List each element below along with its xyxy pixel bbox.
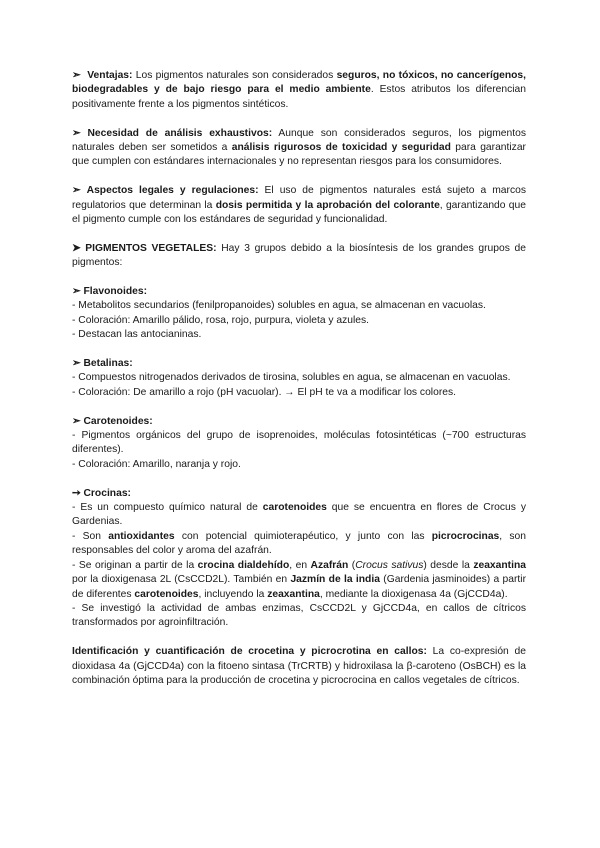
crocinas-line: - Se investigó la actividad de ambas enzimas, CsCCD2L y GjCCD4a, en callos de cítricos transformados por agroinfiltración.	[72, 602, 526, 629]
pigmentos-heading: PIGMENTOS VEGETALES:	[85, 242, 217, 254]
identificacion-paragraph: Identificación y cuantificación de crocetina y picrocrotina en callos: La co-expresión de dioxidasa 4a (GjCCD4a) con la fitoeno sintasa (TrCRTB) y hidroxilasa la β-caroteno (OsBCH) es la combinación óptima para la producción de crocetina y picrocrocina en callos vegetales de cítricos.	[72, 646, 526, 686]
betalinas-heading: ➣ Betalinas:	[72, 358, 133, 370]
crocinas-line: - Se originan a partir de la crocina dialdehído, en Azafrán (Crocus sativus) desde la zeaxantina por la dioxigenasa 2L (CsCCD2L). También en Jazmín de la india (Gardenia jasminoides) a partir de diferentes carotenoides, incluyendo la zeaxantina, mediante la dioxigenasa 4a (GjCCD4a).	[72, 559, 527, 600]
pigmentos-marker: ➤	[72, 242, 81, 254]
betalinas-line: - Compuestos nitrogenados derivados de tirosina, solubles en agua, se almacenan en vacuolas.	[72, 372, 511, 384]
document-page	[72, 69, 526, 688]
carotenoides-line: - Pigmentos orgánicos del grupo de isoprenoides, moléculas fotosintéticas (~700 estructuras diferentes).	[72, 430, 526, 456]
flavonoides-line: - Coloración: Amarillo pálido, rosa, rojo, purpura, violeta y azules.	[72, 314, 370, 326]
pigmentos-paragraph: ➤ PIGMENTOS VEGETALES: Hay 3 grupos debido a la biosíntesis de los grandes grupos de pigmentos:	[72, 242, 526, 269]
betalinas-line: - Coloración: De amarillo a rojo (pH vacuolar). → El pH te va a modificar los colores.	[72, 386, 456, 398]
necesidad-marker: ➣	[72, 127, 81, 139]
necesidad-paragraph: ➣ Necesidad de análisis exhaustivos: Aunque son considerados seguros, los pigmentos naturales deben ser sometidos a análisis rigurosos de toxicidad y seguridad para garantizar que cumplen con estándares internacionales y no representan riesgos para los consumidores.	[72, 127, 526, 168]
ventajas-paragraph: ➣ Ventajas: Los pigmentos naturales son considerados seguros, no tóxicos, no cancerígenos, biodegradables y de bajo riesgo para el medio ambiente. Estos atributos los diferencian positivamente frente a los pigmentos sintéticos.	[72, 70, 526, 110]
identificacion-heading: Identificación y cuantificación de crocetina y picrocrotina en callos:	[72, 646, 427, 658]
necesidad-heading: Necesidad de análisis exhaustivos:	[87, 127, 273, 139]
crocinas-line: - Es un compuesto químico natural de carotenoides que se encuentra en flores de Crocus y Gardenias.	[72, 502, 526, 528]
aspectos-heading: Aspectos legales y regulaciones:	[86, 185, 259, 197]
carotenoides-heading: ➣ Carotenoides:	[72, 415, 153, 427]
crocinas-heading: ➙ Crocinas:	[72, 487, 131, 499]
crocinas-line: - Son antioxidantes con potencial quimioterapéutico, y junto con las picrocrocinas, son responsables del color y aroma del azafrán.	[72, 530, 526, 557]
aspectos-marker: ➣	[72, 185, 81, 197]
flavonoides-line: - Destacan las antocianinas.	[72, 329, 202, 341]
flavonoides-heading: ➣ Flavonoides:	[72, 286, 147, 298]
carotenoides-line: - Coloración: Amarillo, naranja y rojo.	[72, 458, 241, 470]
flavonoides-line: - Metabolitos secundarios (fenilpropanoides) solubles en agua, se almacenan en vacuolas.	[72, 300, 486, 312]
ventajas-heading: Ventajas:	[87, 70, 133, 81]
aspectos-paragraph: ➣ Aspectos legales y regulaciones: El uso de pigmentos naturales está sujeto a marcos regulatorios que determinan la dosis permitida y la aprobación del colorante, garantizando que el pigmento cumple con los estándares de seguridad y funcionalidad.	[72, 185, 526, 226]
ventajas-marker: ➣	[72, 70, 81, 81]
